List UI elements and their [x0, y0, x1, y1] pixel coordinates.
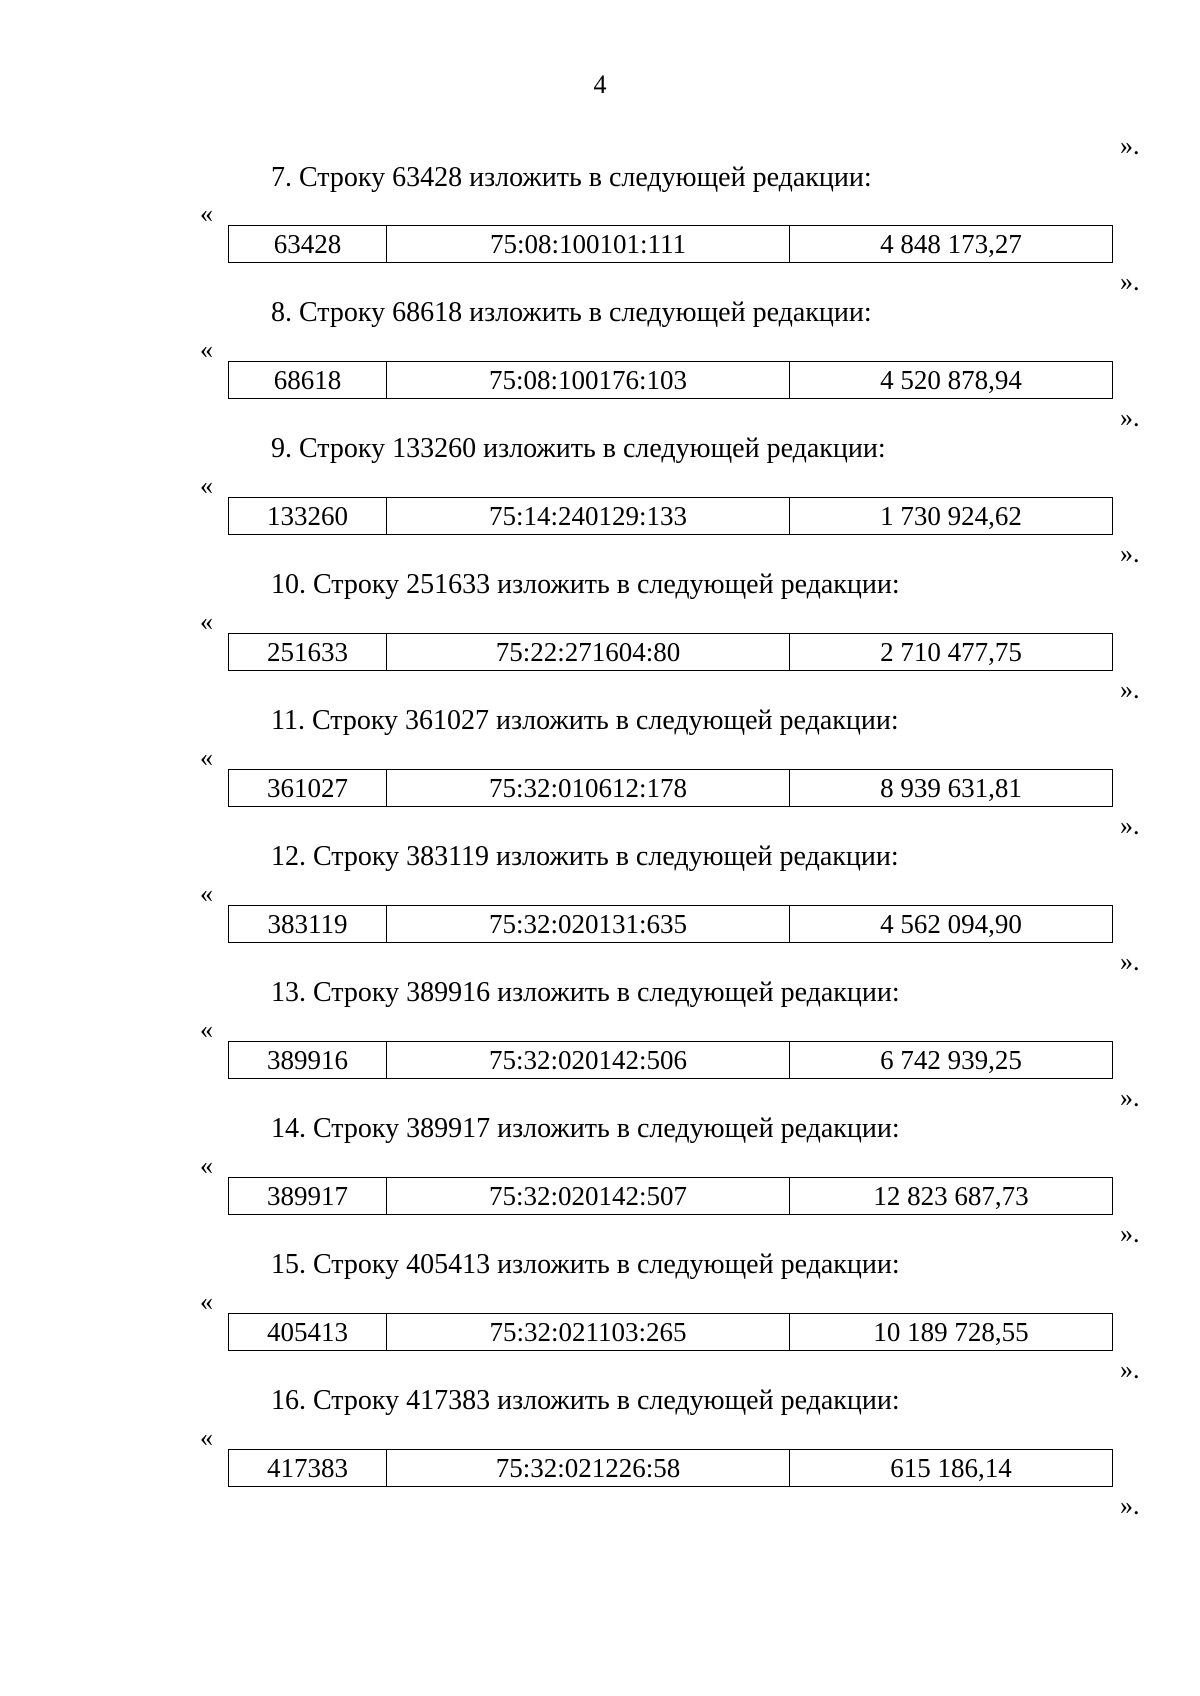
replacement-row-table	[228, 361, 1113, 399]
closing-quote: ».	[1120, 947, 1140, 976]
closing-quote: ».	[1120, 131, 1140, 160]
value-cell: 8 939 631,81	[790, 770, 1113, 807]
cadastral-number-cell: 75:32:010612:178	[387, 770, 790, 807]
row-number-cell: 133260	[229, 498, 387, 535]
cadastral-number-cell: 75:08:100176:103	[387, 362, 790, 399]
table-row	[229, 362, 1113, 399]
opening-quote: «	[200, 1015, 213, 1044]
opening-quote: «	[200, 471, 213, 500]
item-heading: 14. Строку 389917 изложить в следующей редакции:	[271, 1113, 900, 1144]
opening-quote: «	[200, 1151, 213, 1180]
table-row	[229, 634, 1113, 671]
row-number-cell: 251633	[229, 634, 387, 671]
item-heading: 13. Строку 389916 изложить в следующей редакции:	[271, 977, 900, 1008]
table-row	[229, 1450, 1113, 1487]
cadastral-number-cell: 75:32:021226:58	[387, 1450, 790, 1487]
table-row	[229, 1042, 1113, 1079]
table-row	[229, 226, 1113, 263]
value-cell: 615 186,14	[790, 1450, 1113, 1487]
closing-quote: ».	[1120, 1491, 1140, 1520]
closing-quote: ».	[1120, 1219, 1140, 1248]
row-number-cell: 63428	[229, 226, 387, 263]
replacement-row-table	[228, 1177, 1113, 1215]
closing-quote: ».	[1120, 811, 1140, 840]
cadastral-number-cell: 75:14:240129:133	[387, 498, 790, 535]
replacement-row-table	[228, 1449, 1113, 1487]
cadastral-number-cell: 75:22:271604:80	[387, 634, 790, 671]
row-number-cell: 405413	[229, 1314, 387, 1351]
closing-quote: ».	[1120, 403, 1140, 432]
cadastral-number-cell: 75:32:020142:506	[387, 1042, 790, 1079]
opening-quote: «	[200, 879, 213, 908]
opening-quote: «	[200, 743, 213, 772]
value-cell: 10 189 728,55	[790, 1314, 1113, 1351]
row-number-cell: 361027	[229, 770, 387, 807]
opening-quote: «	[200, 1423, 213, 1452]
closing-quote: ».	[1120, 539, 1140, 568]
cadastral-number-cell: 75:32:020142:507	[387, 1178, 790, 1215]
table-row	[229, 770, 1113, 807]
table-row	[229, 1178, 1113, 1215]
opening-quote: «	[200, 1287, 213, 1316]
cadastral-number-cell: 75:32:020131:635	[387, 906, 790, 943]
value-cell: 1 730 924,62	[790, 498, 1113, 535]
value-cell: 6 742 939,25	[790, 1042, 1113, 1079]
closing-quote: ».	[1120, 1083, 1140, 1112]
opening-quote: «	[200, 199, 213, 228]
closing-quote: ».	[1120, 267, 1140, 296]
closing-quote: ».	[1120, 675, 1140, 704]
row-number-cell: 417383	[229, 1450, 387, 1487]
row-number-cell: 389916	[229, 1042, 387, 1079]
replacement-row-table	[228, 633, 1113, 671]
table-row	[229, 498, 1113, 535]
row-number-cell: 383119	[229, 906, 387, 943]
table-row	[229, 906, 1113, 943]
replacement-row-table	[228, 769, 1113, 807]
value-cell: 12 823 687,73	[790, 1178, 1113, 1215]
value-cell: 4 562 094,90	[790, 906, 1113, 943]
value-cell: 4 520 878,94	[790, 362, 1113, 399]
value-cell: 2 710 477,75	[790, 634, 1113, 671]
item-heading: 7. Строку 63428 изложить в следующей редакции:	[271, 162, 872, 193]
replacement-row-table	[228, 905, 1113, 943]
replacement-row-table	[228, 225, 1113, 263]
table-row	[229, 1314, 1113, 1351]
page-number: 4	[593, 70, 607, 99]
item-heading: 12. Строку 383119 изложить в следующей редакции:	[271, 841, 899, 872]
item-heading: 15. Строку 405413 изложить в следующей редакции:	[271, 1249, 900, 1280]
item-heading: 10. Строку 251633 изложить в следующей редакции:	[271, 569, 900, 600]
closing-quote: ».	[1120, 1355, 1140, 1384]
opening-quote: «	[200, 335, 213, 364]
replacement-row-table	[228, 1313, 1113, 1351]
row-number-cell: 68618	[229, 362, 387, 399]
item-heading: 16. Строку 417383 изложить в следующей редакции:	[271, 1385, 900, 1416]
opening-quote: «	[200, 607, 213, 636]
item-heading: 11. Строку 361027 изложить в следующей редакции:	[271, 705, 899, 736]
replacement-row-table	[228, 1041, 1113, 1079]
row-number-cell: 389917	[229, 1178, 387, 1215]
replacement-row-table	[228, 497, 1113, 535]
item-heading: 9. Строку 133260 изложить в следующей редакции:	[271, 433, 886, 464]
item-heading: 8. Строку 68618 изложить в следующей редакции:	[271, 297, 872, 328]
value-cell: 4 848 173,27	[790, 226, 1113, 263]
cadastral-number-cell: 75:08:100101:111	[387, 226, 790, 263]
cadastral-number-cell: 75:32:021103:265	[387, 1314, 790, 1351]
